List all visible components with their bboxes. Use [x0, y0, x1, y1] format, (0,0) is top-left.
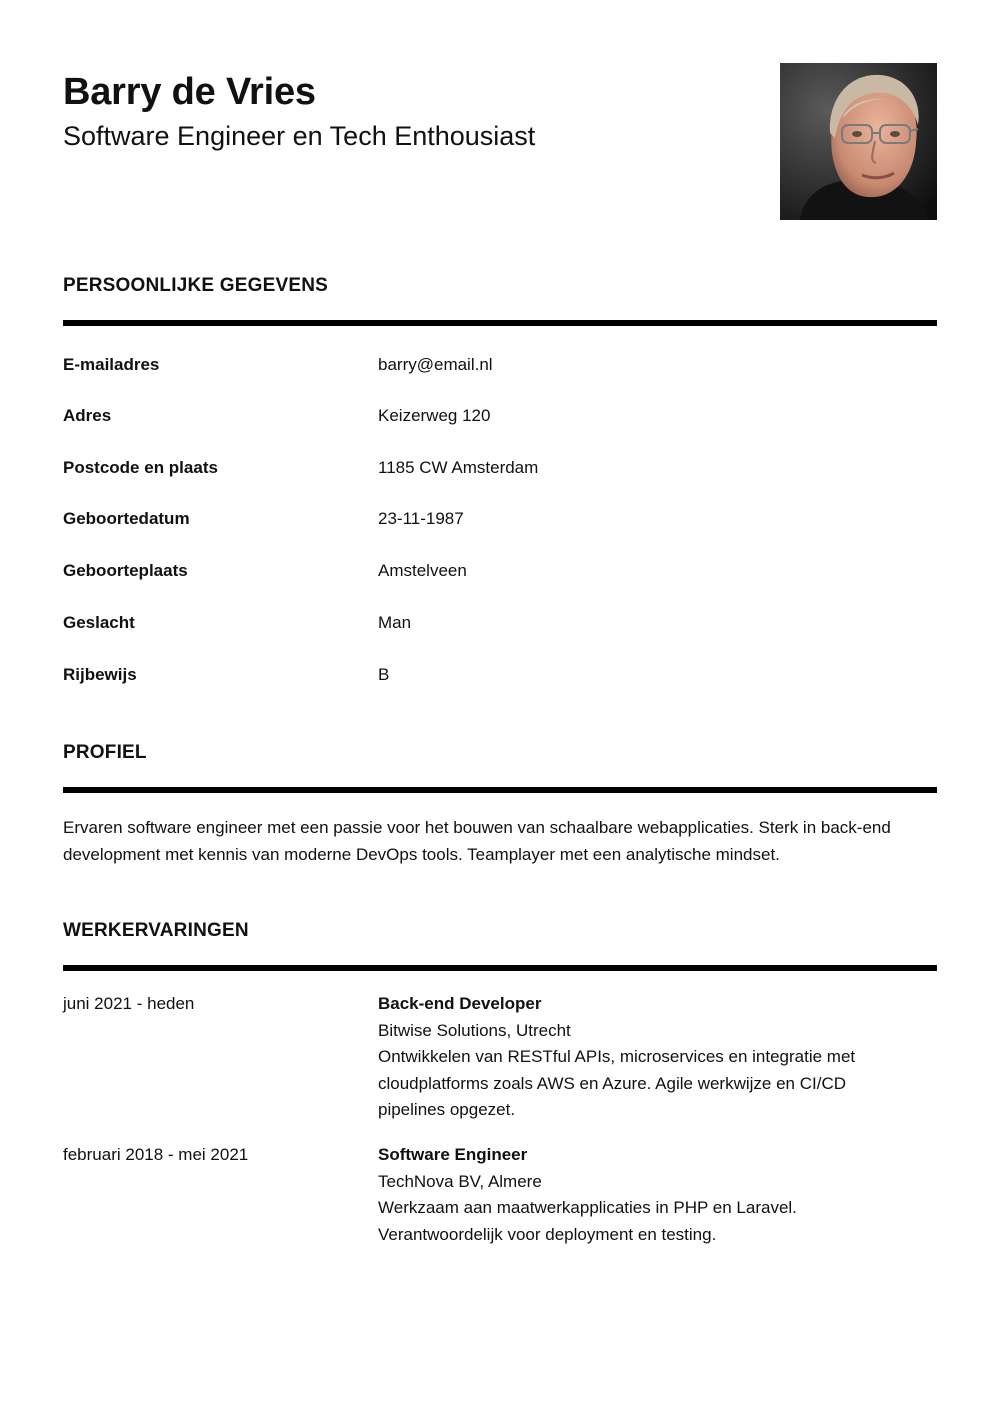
job-period: juni 2021 - heden — [63, 994, 195, 1013]
cv-header — [63, 68, 763, 154]
person-subtitle: Software Engineer en Tech Enthousiast — [63, 121, 536, 151]
section-divider — [63, 965, 937, 971]
row-value: 23-11-1987 — [378, 509, 464, 528]
section-divider — [63, 320, 937, 326]
profile-photo — [780, 63, 937, 220]
row-label: Geboortedatum — [63, 509, 190, 528]
row-label: Rijbewijs — [63, 665, 137, 684]
profile-summary: Ervaren software engineer met een passie voor het bouwen van schaalbare webapplicaties. Sterk in back-end development met kennis van moderne DevOps tools. Teamplayer met een analytische mindset. — [63, 818, 891, 864]
portrait-illustration — [780, 63, 937, 220]
job-info — [378, 991, 878, 1124]
job-description: Werkzaam aan maatwerkapplicaties in PHP en Laravel. Verantwoordelijk voor deployment en testing. — [378, 1198, 797, 1244]
row-label: E-mailadres — [63, 355, 160, 374]
row-value: Man — [378, 613, 412, 632]
row-value: Keizerweg 120 — [378, 406, 491, 425]
row-value: barry@email.nl — [378, 355, 493, 374]
row-label: Geboorteplaats — [63, 561, 188, 580]
job-description: Ontwikkelen van RESTful APIs, microservices en integratie met cloudplatforms zoals AWS en Azure. Agile werkwijze en CI/CD pipelines opgezet. — [378, 1047, 856, 1119]
job-role: Back-end Developer — [378, 994, 542, 1013]
row-label: Geslacht — [63, 613, 135, 632]
section-divider — [63, 787, 937, 793]
row-label: Postcode en plaats — [63, 458, 218, 477]
row-value: Amstelveen — [378, 561, 467, 580]
job-info — [378, 1142, 878, 1248]
section-title-personal: PERSOONLIJKE GEGEVENS — [63, 275, 328, 296]
section-title-profile: PROFIEL — [63, 742, 147, 763]
person-name: Barry de Vries — [63, 71, 316, 113]
row-label: Adres — [63, 406, 112, 425]
row-value: B — [378, 665, 390, 684]
section-title-experience: WERKERVARINGEN — [63, 920, 249, 941]
job-company: TechNova BV, Almere — [378, 1171, 542, 1191]
job-company: Bitwise Solutions, Utrecht — [378, 1020, 571, 1040]
row-value: 1185 CW Amsterdam — [378, 458, 539, 477]
job-role: Software Engineer — [378, 1145, 528, 1164]
job-period: februari 2018 - mei 2021 — [63, 1145, 249, 1164]
